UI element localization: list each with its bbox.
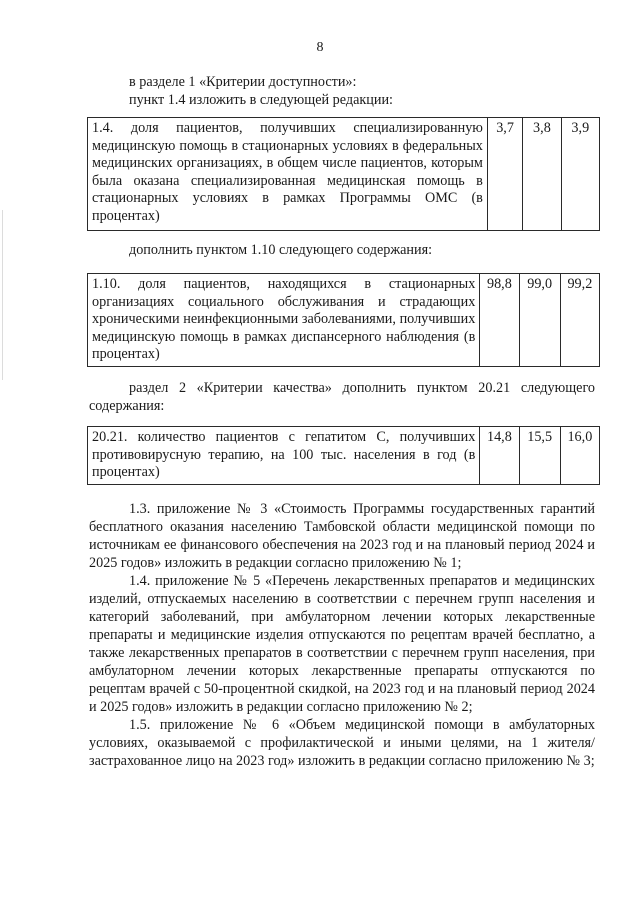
point-1-4-instruction: пункт 1.4 изложить в следующей редакции: xyxy=(129,92,393,108)
value-2025: 3,9 xyxy=(561,118,599,231)
page-number: 8 xyxy=(316,40,324,55)
criterion-text: 1.10. доля пациентов, находящихся в стационарных организациях социального обслуживания и страдающих хроническими неинфекционными заболеваниями, получивших медицинскую помощь в рамках диспансерного наблюдения (в процентах) xyxy=(88,274,480,367)
value-2025: 16,0 xyxy=(560,427,599,485)
paragraph-1-4: 1.4. приложение № 5 «Перечень лекарственных препаратов и медицинских изделий, отпускаемых населению в соответствии с перечнем групп населения и категорий заболеваний, при амбулаторном лечении которых лекарственные препараты и медицинские изделия отпускаются по рецептам врачей бесплатно, а также лекарственных препаратов в соответствии с перечнем групп населения, при амбулаторном лечении которых лекарственные препараты отпускаются по рецептам врачей с 50-процентной скидкой, на 2023 год и на плановый период 2024 и 2025 годов» изложить в редакции согласно приложению № 2; xyxy=(89,573,595,715)
table-row xyxy=(88,274,600,367)
value-2023: 3,7 xyxy=(487,118,522,231)
criterion-text: 1.4. доля пациентов, получивших специализированную медицинскую помощь в стационарных условиях в федеральных медицинских организациях, в общем числе пациентов, которым была оказана специализированная медицинская помощь в стационарных условиях в рамках Программы ОМС (в процентах) xyxy=(88,118,488,231)
value-2025: 99,2 xyxy=(560,274,599,367)
section1-heading: в разделе 1 «Критерии доступности»: xyxy=(129,74,357,90)
table-row xyxy=(88,427,600,485)
table-row xyxy=(88,118,600,231)
criteria-table-20-21 xyxy=(87,426,600,485)
section2-instruction xyxy=(89,379,595,415)
value-2023: 14,8 xyxy=(480,427,519,485)
criterion-text: 20.21. количество пациентов с гепатитом С, получивших противовирусную терапию, на 100 тыс. населения в год (в процентах) xyxy=(88,427,480,485)
section2-text: раздел 2 «Критерии качества» дополнить пунктом 20.21 следующего содержания: xyxy=(89,380,595,414)
value-2024: 15,5 xyxy=(519,427,560,485)
add-1-10-instruction: дополнить пунктом 1.10 следующего содержания: xyxy=(129,242,433,258)
amendment-paragraphs xyxy=(89,500,595,770)
paragraph-1-3: 1.3. приложение № 3 «Стоимость Программы государственных гарантий бесплатного оказания населению Тамбовской области медицинской помощи по источникам ее финансового обеспечения на 2023 год и на плановый период 2024 и 2025 годов» изложить в редакции согласно приложению № 1; xyxy=(89,501,595,571)
value-2023: 98,8 xyxy=(480,274,519,367)
value-2024: 3,8 xyxy=(523,118,561,231)
paragraph-1-5: 1.5. приложение № 6 «Объем медицинской помощи в амбулаторных условиях, оказываемой с профилактической и иными целями, на 1 жителя/застрахованное лицо на 2023 год» изложить в редакции согласно приложению № 3; xyxy=(89,717,595,769)
criteria-table-1-4 xyxy=(87,117,600,231)
value-2024: 99,0 xyxy=(519,274,560,367)
scan-margin-line xyxy=(2,210,3,380)
criteria-table-1-10 xyxy=(87,273,600,367)
